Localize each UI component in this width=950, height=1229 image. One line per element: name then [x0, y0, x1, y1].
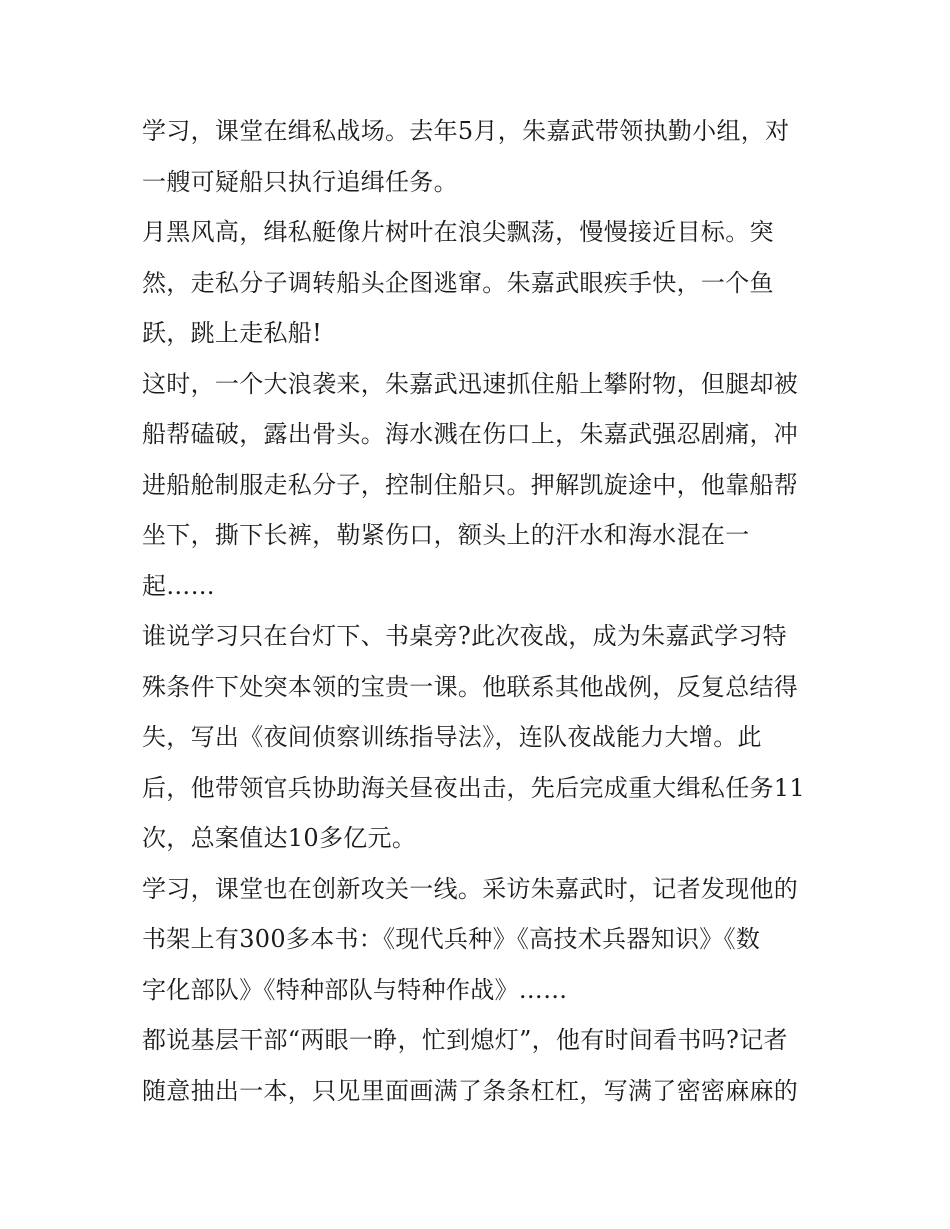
text-line: 后，他带领官兵协助海关昼夜出击，先后完成重大缉私任务11 [142, 773, 805, 802]
text-line: 失，写出《夜间侦察训练指导法》，连队夜战能力大增。此 [142, 723, 762, 751]
article-body [142, 106, 822, 1116]
text-line: 然，走私分子调转船头企图逃窜。朱嘉武眼疾手快，一个鱼 [142, 268, 774, 297]
text-line: 随意抽出一本，只见里面画满了条条杠杠，写满了密密麻麻的 [142, 1076, 799, 1105]
text-line: 都说基层干部“两眼一睁，忙到熄灯”，他有时间看书吗?记者 [142, 1026, 788, 1054]
text-line: 起…… [142, 571, 215, 600]
text-line: 字化部队》《特种部队与特种作战》…… [142, 975, 568, 1004]
text-line: 船帮磕破，露出骨头。海水溅在伤口上，朱嘉武强忍剧痛，冲 [142, 420, 799, 448]
text-line: 学习，课堂也在创新攻关一线。采访朱嘉武时，记者发现他的 [142, 874, 799, 903]
text-line: 进船舱制服走私分子，控制住船只。押解凯旋途中，他靠船帮 [142, 470, 799, 499]
text-line: 谁说学习只在台灯下、书桌旁?此次夜战，成为朱嘉武学习特 [142, 622, 787, 650]
text-line: 次，总案值达10多亿元。 [142, 824, 417, 852]
text-line: 殊条件下处突本领的宝贵一课。他联系其他战例，反复总结得 [142, 672, 799, 701]
text-line: 书架上有300多本书：《现代兵种》《高技术兵器知识》《数 [142, 925, 761, 953]
text-line: 这时，一个大浪袭来，朱嘉武迅速抓住船上攀附物，但腿却被 [142, 369, 799, 398]
text-line: 跃，跳上走私船! [142, 319, 323, 347]
text-line: 月黑风高，缉私艇像片树叶在浪尖飘荡，慢慢接近目标。突 [142, 218, 774, 246]
text-line: 学习，课堂在缉私战场。去年5月，朱嘉武带领执勤小组，对 [142, 117, 790, 145]
text-line: 一艘可疑船只执行追缉任务。 [142, 167, 458, 196]
text-line: 坐下，撕下长裤，勒紧伤口，额头上的汗水和海水混在一 [142, 521, 750, 549]
